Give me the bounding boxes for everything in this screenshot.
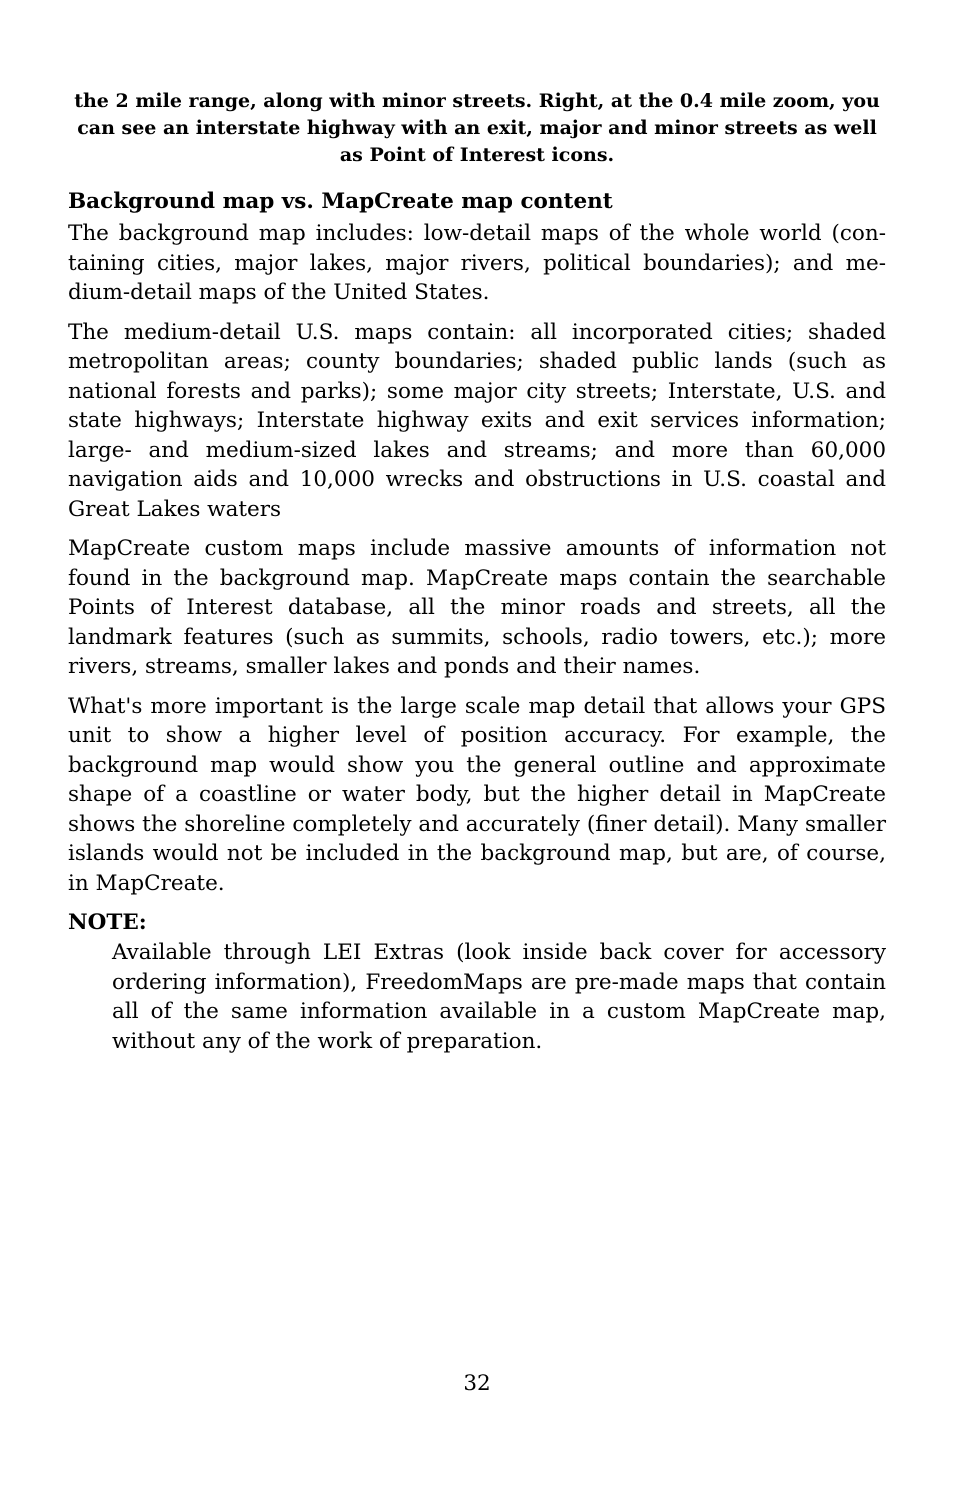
note-label: NOTE: <box>68 910 147 935</box>
note-text: Available through LEI Extras (look inside back cover for accessory ordering information), FreedomMaps are pre-made maps that contain all of the same information available in a custom MapCreate map, without any of the work of preparation. <box>112 940 886 1054</box>
paragraph-detail-accuracy: What's more important is the large scale map detail that allows your GPS unit to show a higher level of position accuracy. For example, the background map would show you the general outline and approximate shape of a coastline or water body, but the higher detail in MapCreate shows the shoreline completely and accurately (finer detail). Many smaller islands would not be included in the background map, but are, of course, in MapCreate. <box>68 693 886 896</box>
paragraph-background-map: The background map includes: low-detail maps of the whole world (containing cities, major lakes, major rivers, political boundaries); and medium-detail maps of the United States. <box>68 221 886 305</box>
page-number: 32 <box>463 1371 491 1396</box>
section-heading: Background map vs. MapCreate map content <box>68 189 613 214</box>
paragraph-mapcreate: MapCreate custom maps include massive amounts of information not found in the background map. MapCreate maps contain the searchable Points of Interest database, all the minor roads and streets, all the landmark features (such as summits, schools, radio towers, etc.); more rivers, streams, smaller lakes and ponds and their names. <box>68 536 886 679</box>
paragraph-medium-detail: The medium-detail U.S. maps contain: all incorporated cities; shaded metropolitan areas; county boundaries; shaded public lands (such as national forests and parks); some major city streets; Interstate, U.S. and state highways; Interstate highway exits and exit services information; large- and medium-sized lakes and streams; and more than 60,000 navigation aids and 10,000 wrecks and obstructions in U.S. coastal and Great Lakes waters <box>68 319 886 522</box>
document-page <box>68 88 886 1056</box>
figure-caption: the 2 mile range, along with minor streets. Right, at the 0.4 mile zoom, you can see an interstate highway with an exit, major and minor streets as well as Point of Interest icons. <box>74 90 880 166</box>
